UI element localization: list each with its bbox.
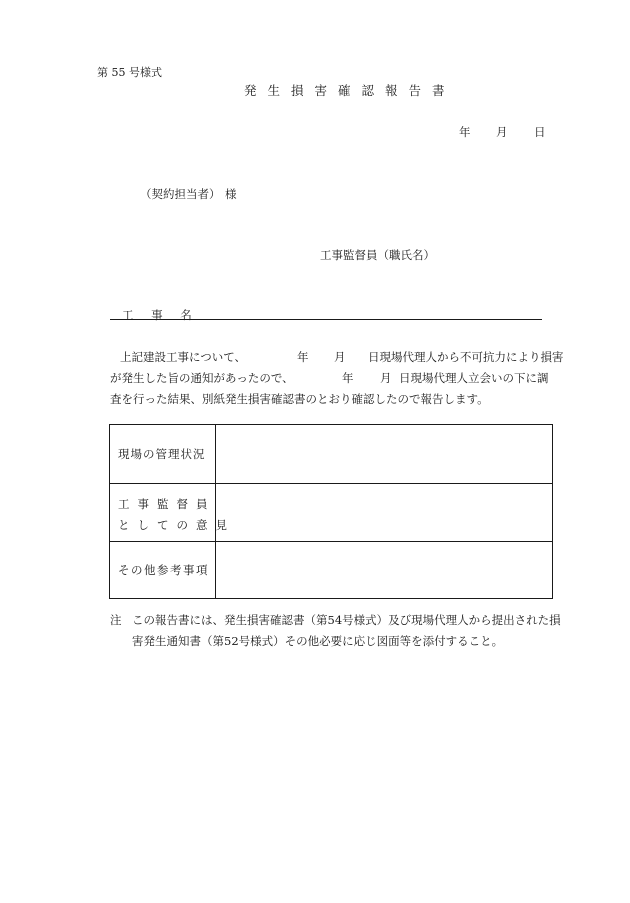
body-month: 月 <box>380 371 392 385</box>
body-year: 年 <box>297 350 309 364</box>
body-line-2 <box>110 370 580 386</box>
row-label: その他参考事項 <box>118 563 209 577</box>
supervisor-title: 工事監督員（職氏名） <box>320 248 435 262</box>
row-label-cell <box>110 542 216 598</box>
table-row <box>110 425 552 483</box>
addressee-name: （契約担当者） <box>140 187 221 201</box>
row-label: 現場の管理状況 <box>118 447 206 461</box>
body-text: 日現場代理人から不可抗力により損害 <box>368 350 564 364</box>
note-text: 害発生通知書（第52号様式）その他必要に応じ図面等を添付すること。 <box>132 634 504 648</box>
document-title: 発生損害確認報告書 <box>244 83 456 98</box>
row-label: 工事監督員 <box>118 497 216 511</box>
row-label: としての意見 <box>118 518 235 532</box>
addressee <box>140 186 237 202</box>
body-line-3 <box>110 391 580 407</box>
work-name-underline <box>110 319 542 320</box>
date-month-label: 月 <box>496 125 508 139</box>
row-label-cell <box>110 484 235 541</box>
body-text: 日現場代理人立会いの下に調 <box>399 371 549 385</box>
table-row <box>110 483 552 541</box>
body-text: が発生した旨の通知があったので、 <box>110 371 294 385</box>
body-year: 年 <box>342 371 354 385</box>
form-number: 第 55 号様式 <box>97 66 162 79</box>
body-text: 上記建設工事について、 <box>120 350 247 364</box>
row-label-cell <box>110 425 216 483</box>
table-row <box>110 541 552 598</box>
addressee-honorific: 様 <box>225 187 237 201</box>
report-table <box>109 424 553 599</box>
date-day-label: 日 <box>534 125 546 139</box>
date-year-label: 年 <box>459 125 471 139</box>
work-name-label: 工 事 名 <box>122 308 199 322</box>
body-month: 月 <box>334 350 346 364</box>
note-text: この報告書には、発生損害確認書（第54号様式）及び現場代理人から提出された損 <box>132 613 561 627</box>
note-marker: 注 <box>110 613 122 627</box>
body-text: 査を行った結果、別紙発生損害確認書のとおり確認したので報告します。 <box>110 392 489 406</box>
body-line-1 <box>110 349 580 365</box>
